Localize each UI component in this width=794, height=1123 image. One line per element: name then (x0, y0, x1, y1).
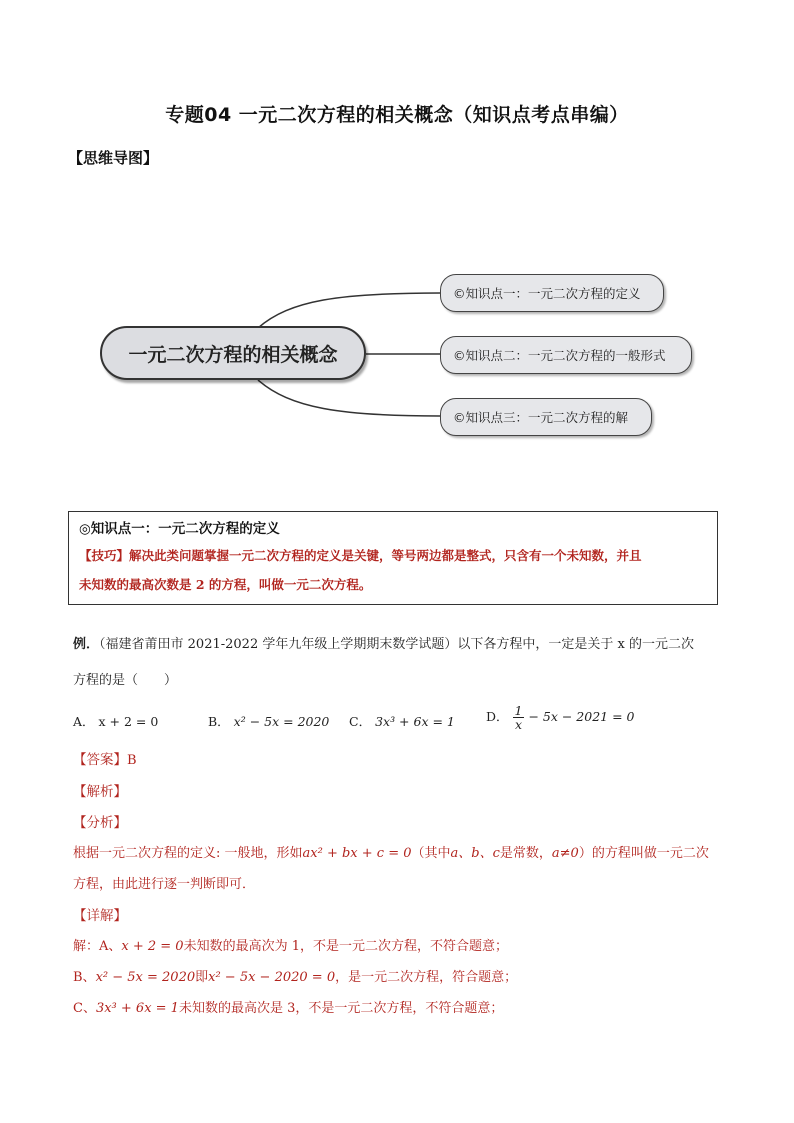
detail-a (73, 935, 508, 954)
fraction-denominator: x (514, 717, 523, 732)
fenxi-text-a: 根据一元二次方程的定义: 一般地，形如 (73, 846, 303, 861)
mindmap-node-3: ©知识点三：一元二次方程的解 (440, 398, 652, 436)
detail-b-equation-2: x² − 5x − 2020 = 0 (208, 970, 336, 985)
detail-b-equation: x² − 5x = 2020 (95, 970, 196, 985)
tip-line-2: 未知数的最高次数是 2 的方程，叫做一元二次方程。 (79, 577, 372, 592)
example-source: （福建省莆田市 2021-2022 学年九年级上学期期末数学试题）以下各方程中，一定是关于 x 的一元二次 (99, 637, 694, 652)
option-d (486, 704, 635, 731)
answer-label: 【答案】 (73, 752, 127, 768)
fenxi-label: 【分析】 (73, 815, 127, 831)
detail-b (73, 966, 517, 985)
option-b-eq: x² − 5x = 2020 (233, 714, 330, 729)
detail-b-prefix: B、 (73, 970, 96, 985)
detail-a-equation: x + 2 = 0 (121, 939, 184, 954)
detail-a-text: 未知数的最高次为 1，不是一元二次方程，不符合题意； (183, 939, 508, 954)
detail-c-text: 未知数的最高次是 3，不是一元二次方程，不符合题意； (178, 1001, 504, 1016)
detail-c (73, 997, 503, 1016)
option-d-fraction (513, 704, 525, 731)
fenxi-vars: a、b、c (450, 846, 500, 861)
option-d-label: D． (486, 709, 509, 724)
option-c-label: C． (349, 714, 372, 729)
detail-label: 【详解】 (73, 908, 127, 924)
mindmap-center-node: 一元二次方程的相关概念 (100, 326, 366, 380)
fenxi-condition: a≠0 (551, 846, 579, 861)
detail-a-prefix: 解：A、 (73, 939, 122, 954)
option-c-eq: 3x³ + 6x = 1 (375, 714, 455, 729)
tip-line-1: 解决此类问题掌握一元二次方程的定义是关键，等号两边都是整式，只含有一个未知数，并且 (129, 548, 642, 563)
example-label: 例． (73, 637, 100, 652)
detail-b-text: ，是一元二次方程，符合题意； (335, 970, 518, 985)
page-title: 专题04 一元二次方程的相关概念（知识点考点串编） (165, 104, 629, 126)
option-d-eq: − 5x − 2021 = 0 (524, 709, 635, 724)
knowledge-point-title: ◎知识点一：一元二次方程的定义 (79, 521, 280, 537)
fenxi-text-b: （其中 (411, 846, 451, 861)
tip-text (79, 541, 707, 599)
fenxi-text-c: 是常数， (499, 846, 552, 861)
mindmap-node-1: ©知识点一：一元二次方程的定义 (440, 274, 664, 312)
option-c (349, 712, 455, 730)
option-b (208, 712, 329, 730)
option-b-label: B． (208, 714, 230, 729)
fenxi-line-1 (73, 842, 709, 861)
fenxi-equation: ax² + bx + c = 0 (302, 846, 412, 861)
connector-3 (258, 380, 440, 416)
example-question-line2: 方程的是（ ） (73, 673, 178, 688)
answer-value: B (127, 753, 137, 768)
mindmap-heading: 【思维导图】 (68, 149, 159, 167)
example-question (73, 633, 694, 652)
option-a: A． x + 2 = 0 (73, 714, 159, 729)
knowledge-point-box (68, 511, 718, 605)
connector-1 (258, 293, 440, 328)
fenxi-line-2: 方程，由此进行逐一判断即可． (73, 877, 256, 892)
detail-c-prefix: C、 (73, 1001, 96, 1016)
mindmap-node-2: ©知识点二：一元二次方程的一般形式 (440, 336, 692, 374)
fenxi-text-d: ）的方程叫做一元二次 (578, 846, 709, 861)
tip-tag: 【技巧】 (79, 548, 130, 563)
answer-line (73, 748, 137, 768)
detail-b-mid: 即 (195, 970, 209, 985)
detail-c-equation: 3x³ + 6x = 1 (95, 1001, 179, 1016)
fraction-numerator: 1 (514, 703, 523, 718)
analysis-label: 【解析】 (73, 784, 127, 800)
